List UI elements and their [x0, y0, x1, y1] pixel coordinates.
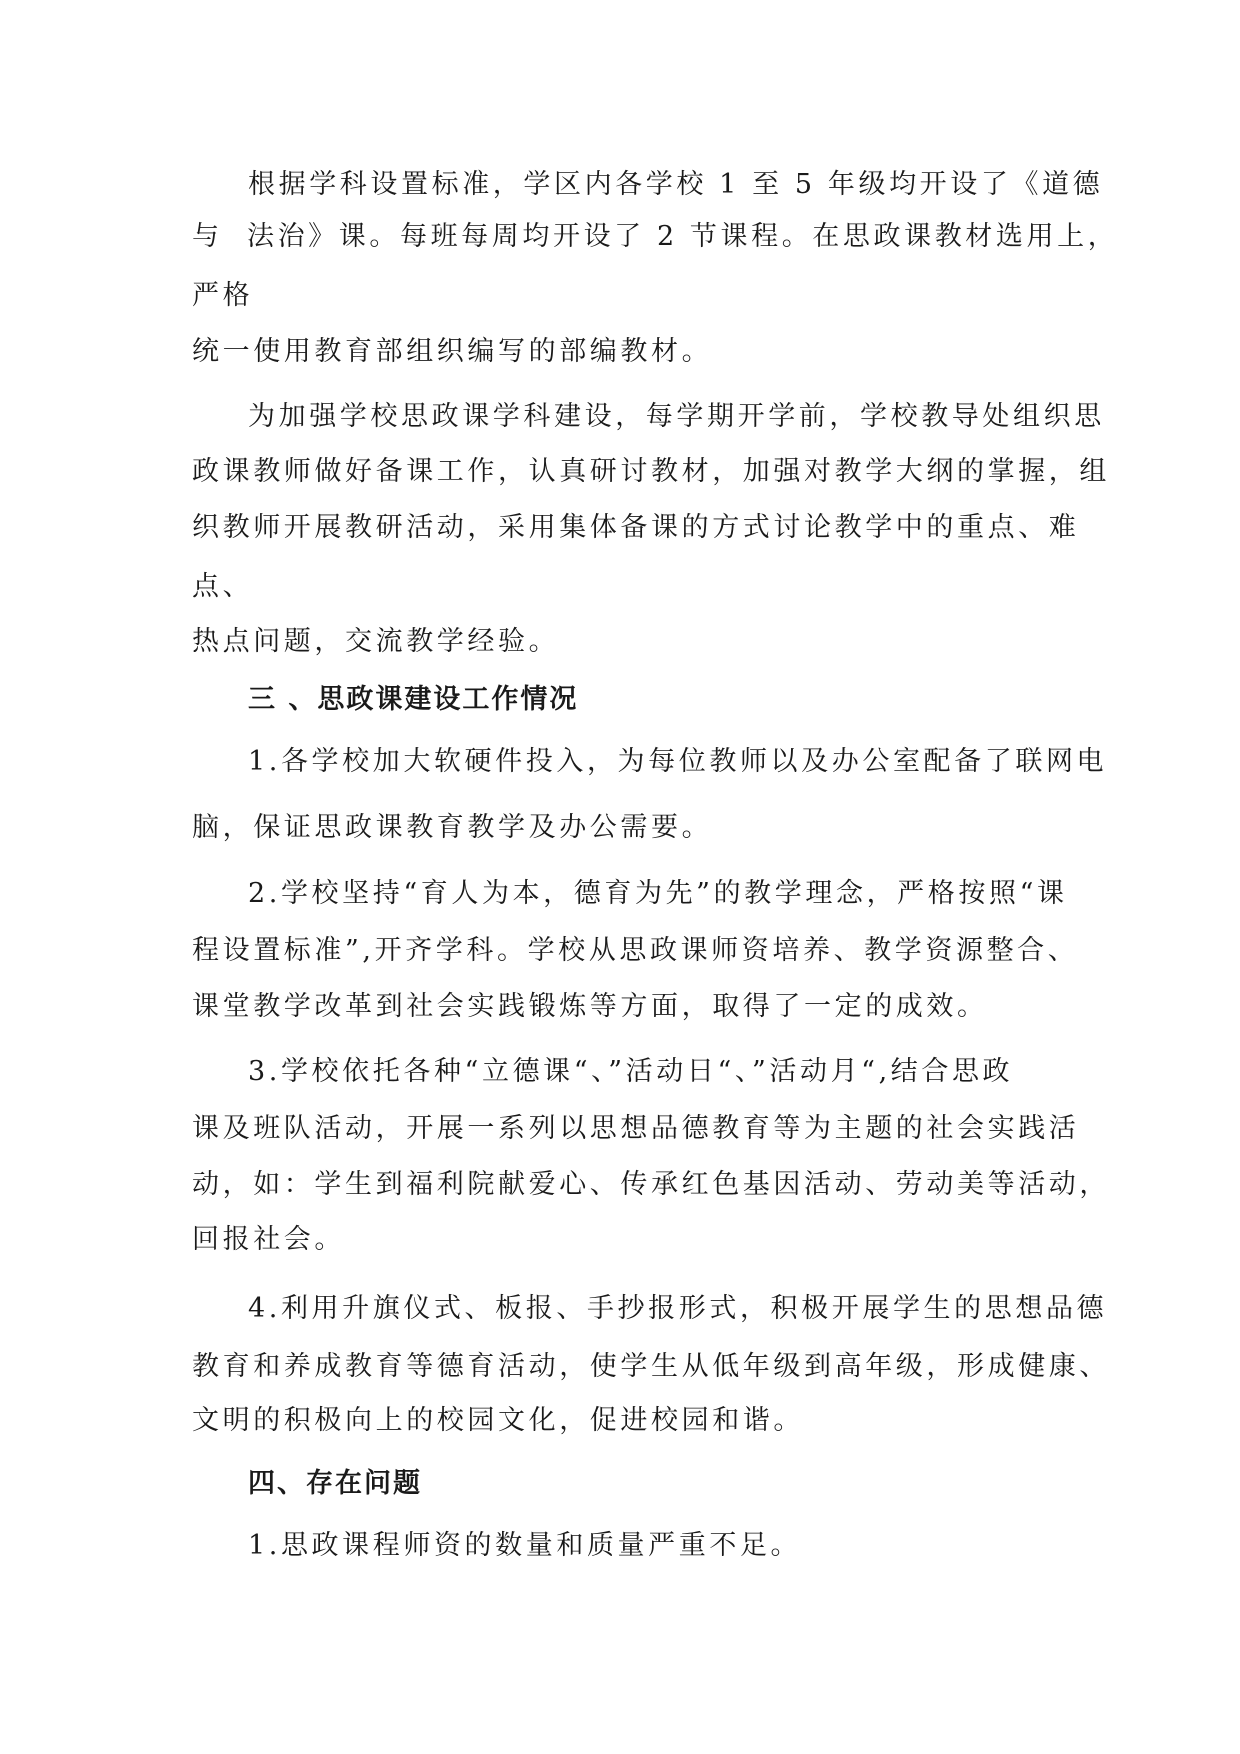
- paragraph-line: 为加强学校思政课学科建设，每学期开学前，学校教导处组织思: [248, 401, 1105, 432]
- list-item-line: 2.学校坚持“育人为本，德育为先”的教学理念，严格按照“课: [248, 878, 1068, 909]
- paragraph-line: 统一使用教育部组织编写的部编教材。: [192, 336, 713, 367]
- list-item-line: 脑，保证思政课教育教学及办公需要。: [192, 812, 713, 843]
- list-item-line: 文明的积极向上的校园文化，促进校园和谐。: [192, 1405, 804, 1436]
- list-item-line: 课堂教学改革到社会实践锻炼等方面，取得了一定的成效。: [192, 991, 988, 1022]
- paragraph-line: 织教师开展教研活动，采用集体备课的方式讨论教学中的重点、难: [192, 512, 1080, 543]
- list-item-line: 程设置标准”,开齐学科。学校从思政课师资培养、教学资源整合、: [192, 935, 1079, 966]
- list-item-line: 3.学校依托各种“立德课“、”活动日“、”活动月“,结合思政: [248, 1056, 1014, 1087]
- section-heading: 四、存在问题: [248, 1468, 422, 1499]
- paragraph-line: 热点问题，交流教学经验。: [192, 626, 560, 657]
- list-item-line: 课及班队活动，开展一系列以思想品德教育等为主题的社会实践活: [192, 1113, 1080, 1144]
- paragraph-line: 政课教师做好备课工作，认真研讨教材，加强对教学大纲的掌握，组: [192, 456, 1110, 487]
- list-item-line: 回报社会。: [192, 1224, 345, 1255]
- paragraph-line: 点、: [192, 571, 254, 602]
- paragraph-line: 与 法治》课。每班每周均开设了 2 节课程。在思政课教材选用上，: [192, 221, 1119, 252]
- list-item-line: 4.利用升旗仪式、板报、手抄报形式，积极开展学生的思想品德: [248, 1293, 1108, 1324]
- list-item-line: 1.思政课程师资的数量和质量严重不足。: [248, 1530, 802, 1561]
- list-item-line: 教育和养成教育等德育活动，使学生从低年级到高年级，形成健康、: [192, 1351, 1110, 1382]
- list-item-line: 动，如：学生到福利院献爱心、传承红色基因活动、劳动美等活动，: [192, 1169, 1110, 1200]
- paragraph-line: 根据学科设置标准，学区内各学校 1 至 5 年级均开设了《道德: [248, 169, 1104, 200]
- list-item-line: 1.各学校加大软硬件投入，为每位教师以及办公室配备了联网电: [248, 746, 1108, 777]
- paragraph-line: 严格: [192, 280, 254, 311]
- section-heading: 三 、思政课建设工作情况: [248, 684, 579, 715]
